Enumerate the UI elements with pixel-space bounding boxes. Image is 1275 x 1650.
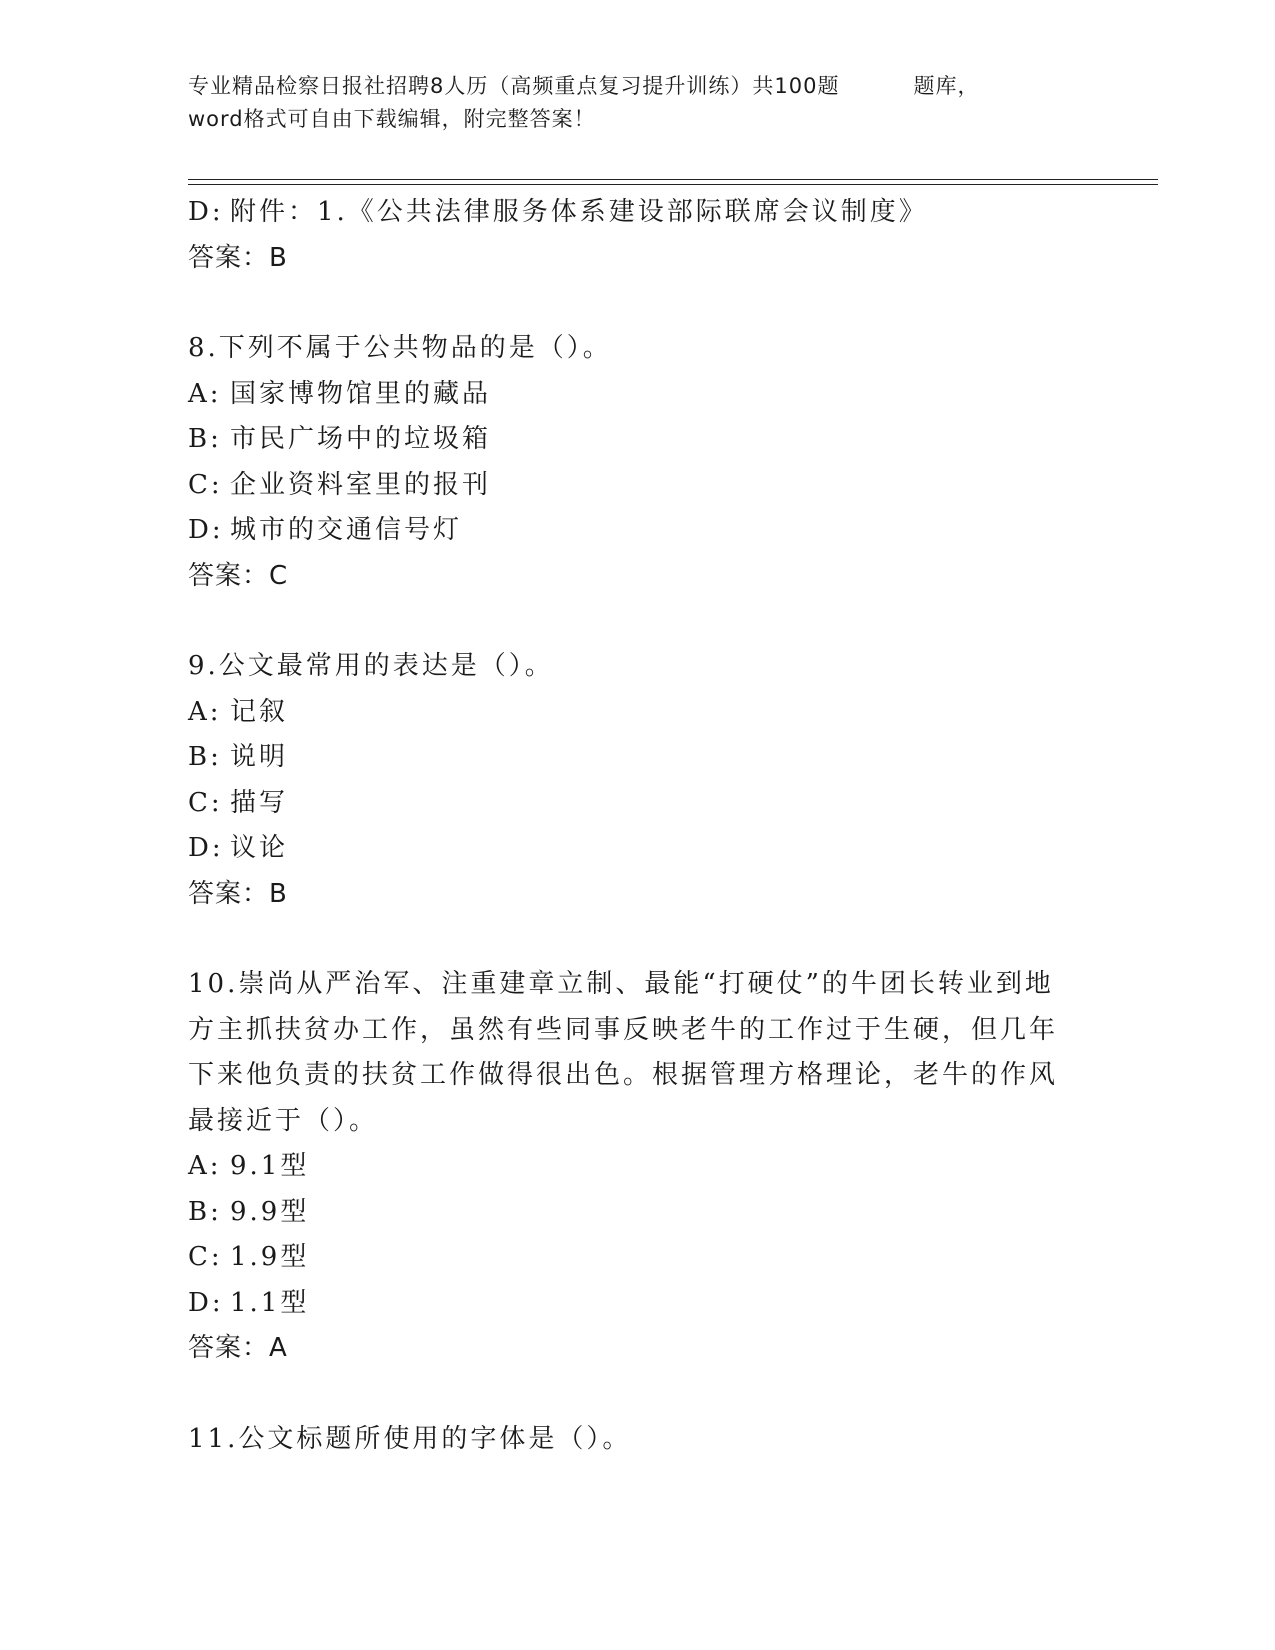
q8-answer: 答案：C [188, 560, 289, 591]
q10-stem-line-4: 最接近于（）。 [188, 1105, 379, 1136]
q9-option-d [188, 826, 1088, 872]
q10-answer: 答案：A [188, 1333, 288, 1363]
option-label: D: [188, 515, 224, 545]
option-text: 附件：1.《公共法律服务体系建设部际联席会议制度》 [230, 197, 928, 227]
option-text: 市民广场中的垃圾箱 [230, 424, 492, 454]
header-rule-top [188, 179, 1158, 180]
q8-stem: 8.下列不属于公共物品的是（）。 [188, 333, 612, 363]
q8-option-b [188, 417, 1088, 463]
q7-answer: 答案：B [188, 242, 288, 273]
option-text: 说明 [230, 742, 289, 772]
option-label: C: [188, 1242, 223, 1272]
option-label: B: [188, 424, 222, 454]
option-text: 国家博物馆里的藏品 [230, 378, 492, 409]
option-label: A: [188, 378, 222, 409]
q8-option-d [188, 508, 1088, 554]
q9-option-a [188, 690, 1088, 736]
option-label: B: [188, 742, 222, 772]
header-title-suffix: 题库， [913, 74, 980, 98]
q10-stem-line-1: 10.崇尚从严治军、注重建章立制、最能“打硬仗”的牛团长转业到地 [188, 969, 1054, 999]
q10-stem-line-2: 方主抓扶贫办工作，虽然有些同事反映老牛的工作过于生硬，但几年 [188, 1014, 1059, 1045]
q10-stem-line-3: 下来他负责的扶贫工作做得很出色。根据管理方格理论，老牛的作风 [188, 1060, 1059, 1090]
header-rule-bottom [188, 184, 1158, 185]
q10-option-b [188, 1190, 1088, 1236]
header-line-2: word格式可自由下载编辑，附完整答案！ [188, 107, 596, 131]
option-text: 9.1型 [230, 1151, 310, 1181]
q9-option-c [188, 781, 1088, 827]
option-text: 9.9型 [230, 1196, 310, 1227]
option-label: C: [188, 469, 223, 500]
q10-option-c [188, 1235, 1088, 1281]
option-text: 城市的交通信号灯 [230, 515, 463, 545]
q10-option-d [188, 1281, 1088, 1327]
option-label: B: [188, 1196, 222, 1227]
option-label: D: [188, 197, 224, 227]
option-text: 描写 [230, 787, 289, 818]
q8-option-a [188, 372, 1088, 418]
q9-option-b [188, 735, 1088, 781]
option-label: D: [188, 1287, 224, 1318]
option-text: 企业资料室里的报刊 [230, 469, 492, 500]
q9-stem: 9.公文最常用的表达是（）。 [188, 651, 554, 681]
q7-option-d [188, 190, 1088, 236]
option-text: 1.9型 [230, 1242, 310, 1272]
option-text: 记叙 [230, 696, 289, 727]
header-line-1 [188, 70, 1068, 103]
header-title: 专业精品检察日报社招聘8人历（高频重点复习提升训练）共100题 [188, 74, 840, 98]
q10-option-a [188, 1144, 1088, 1190]
option-text: 议论 [230, 833, 289, 863]
q9-answer: 答案：B [188, 878, 288, 909]
option-label: C: [188, 787, 223, 818]
document-body [188, 190, 1088, 1462]
document-header [188, 70, 1068, 136]
option-text: 1.1型 [230, 1287, 310, 1318]
option-label: D: [188, 833, 224, 863]
option-label: A: [188, 1151, 222, 1181]
q8-option-c [188, 463, 1088, 509]
q11-stem: 11.公文标题所使用的字体是（）。 [188, 1423, 632, 1454]
option-label: A: [188, 696, 222, 727]
